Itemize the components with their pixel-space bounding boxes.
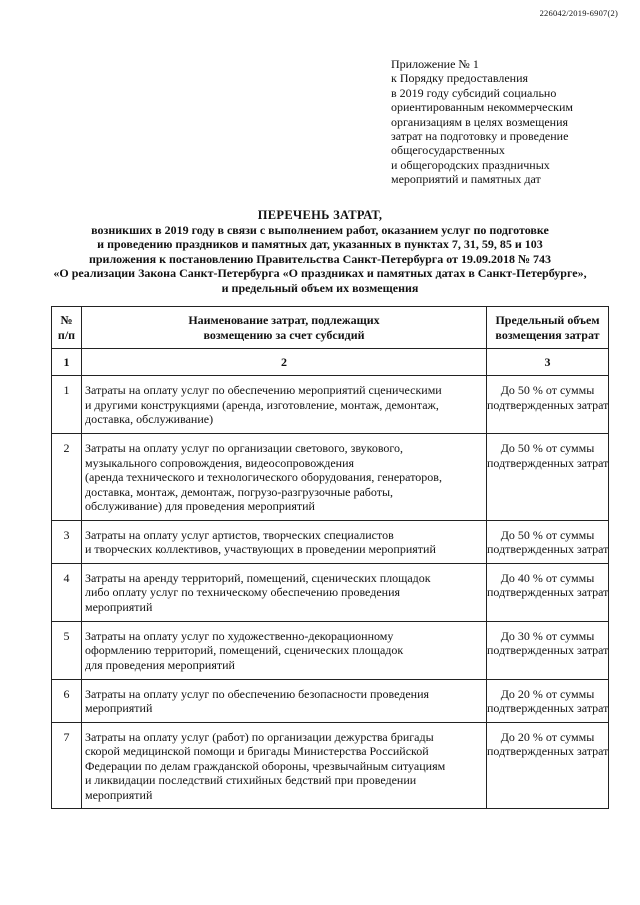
title-line: возникших в 2019 году в связи с выполнением работ, оказанием услуг по подготовке xyxy=(91,222,549,237)
limit-value: До 50 % от суммы подтвержденных затрат xyxy=(487,520,609,563)
cost-description: Затраты на оплату услуг по художественно-декорационному оформлению территорий, помещений, сценических площадок для проведения мероприятий xyxy=(82,621,487,679)
row-number: 2 xyxy=(52,434,82,521)
document-number: 226042/2019-6907(2) xyxy=(539,8,618,18)
row-number: 3 xyxy=(52,520,82,563)
title-line: приложения к постановлению Правительства Санкт-Петербурга от 19.09.2018 № 743 xyxy=(88,251,552,266)
appendix-line: затрат на подготовку и проведение xyxy=(391,129,569,144)
header-num: № п/п xyxy=(52,307,82,349)
row-number: 6 xyxy=(52,679,82,722)
table-row xyxy=(52,679,609,722)
cost-description: Затраты на оплату услуг артистов, творческих специалистов и творческих коллективов, участвующих в проведении мероприятий xyxy=(82,520,487,563)
appendix-line: Приложение № 1 xyxy=(391,57,479,71)
column-number-row xyxy=(52,349,609,376)
title-line: «О реализации Закона Санкт-Петербурга «О праздниках и памятных датах в Санкт-Петербурге», xyxy=(53,266,587,280)
appendix-line: и общегородских праздничных xyxy=(391,157,550,172)
cost-description: Затраты на оплату услуг (работ) по организации дежурства бригады скорой медицинской помощи и бригады Министерства Российской Федерации по делам гражданской обороны, чрезвычайным ситуациям и ликвидации последствий стихийных бедствий при проведении мероприятий xyxy=(82,722,487,809)
table-row xyxy=(52,621,609,679)
appendix-header xyxy=(391,57,621,187)
row-number: 7 xyxy=(52,722,82,809)
limit-value: До 50 % от суммы подтвержденных затрат xyxy=(487,376,609,434)
title-line: и проведению праздников и памятных дат, указанных в пунктах 7, 31, 59, 85 и 103 xyxy=(97,237,543,251)
column-number: 3 xyxy=(487,349,609,376)
appendix-line: мероприятий и памятных дат xyxy=(391,172,541,187)
cost-description: Затраты на оплату услуг по организации светового, звукового, музыкального сопровождения, видеосопровождения (аренда технического и технологического оборудования, генераторов, доставка, монтаж, демонтаж, погрузо-разгрузочные работы, обслуживание) для проведения мероприятий xyxy=(82,434,487,521)
header-cost-name: Наименование затрат, подлежащих возмещению за счет субсидий xyxy=(82,307,487,349)
header-limit: Предельный объем возмещения затрат xyxy=(487,307,609,349)
table-row xyxy=(52,434,609,521)
limit-value: До 20 % от суммы подтвержденных затрат xyxy=(487,722,609,809)
limit-value: До 50 % от суммы подтвержденных затрат xyxy=(487,434,609,521)
limit-value: До 20 % от суммы подтвержденных затрат xyxy=(487,679,609,722)
table-row xyxy=(52,563,609,621)
limit-value: До 30 % от суммы подтвержденных затрат xyxy=(487,621,609,679)
cost-description: Затраты на аренду территорий, помещений, сценических площадок либо оплату услуг по техническому обеспечению проведения мероприятий xyxy=(82,563,487,621)
appendix-line: в 2019 году субсидий социально xyxy=(391,85,557,100)
table-header-row xyxy=(52,307,609,349)
cost-table xyxy=(51,306,609,809)
column-number: 2 xyxy=(82,349,487,376)
row-number: 4 xyxy=(52,563,82,621)
table-row xyxy=(52,376,609,434)
cost-description: Затраты на оплату услуг по обеспечению мероприятий сценическими и другими конструкциями (аренда, изготовление, монтаж, демонтаж, доставка, обслуживание) xyxy=(82,376,487,434)
appendix-line: к Порядку предоставления xyxy=(391,71,529,86)
table-row xyxy=(52,520,609,563)
title-line: и предельный объем их возмещения xyxy=(221,280,419,295)
appendix-line: организациям в целях возмещения xyxy=(391,114,569,129)
row-number: 1 xyxy=(52,376,82,434)
row-number: 5 xyxy=(52,621,82,679)
column-number: 1 xyxy=(52,349,82,376)
table-row xyxy=(52,722,609,809)
limit-value: До 40 % от суммы подтвержденных затрат xyxy=(487,563,609,621)
document-title xyxy=(0,208,640,295)
appendix-line: ориентированным некоммерческим xyxy=(391,100,573,115)
title-line: ПЕРЕЧЕНЬ ЗАТРАТ, xyxy=(257,208,383,222)
appendix-line: общегосударственных xyxy=(391,143,505,158)
cost-description: Затраты на оплату услуг по обеспечению безопасности проведения мероприятий xyxy=(82,679,487,722)
